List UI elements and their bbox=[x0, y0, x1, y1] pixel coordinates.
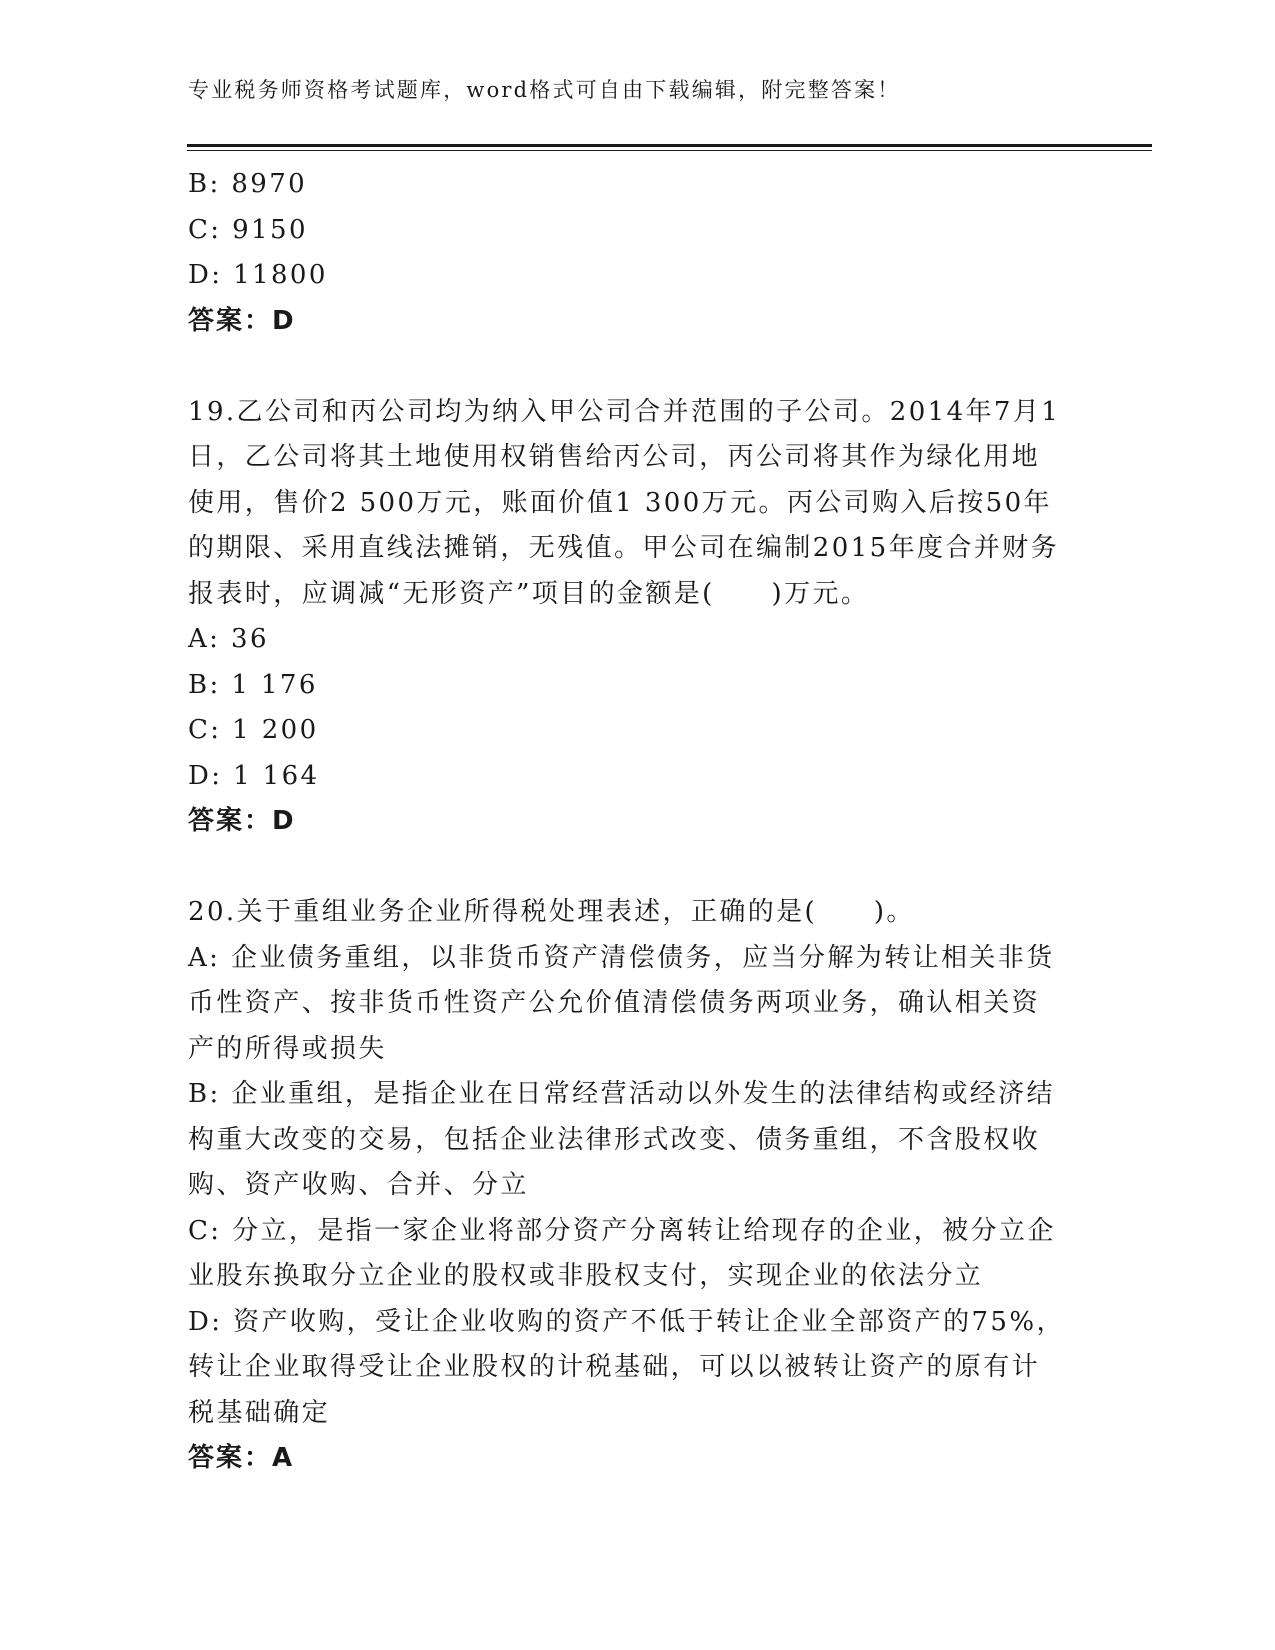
header-rule-thin bbox=[187, 150, 1152, 151]
option-c-line: C: 分立，是指一家企业将部分资产分离转让给现存的企业，被分立企 bbox=[188, 1215, 1056, 1246]
option-d: D: 1 164 bbox=[188, 760, 320, 791]
option-a: A: 36 bbox=[188, 624, 269, 654]
question-20 bbox=[188, 890, 1088, 1482]
option-b-line: 购、资产收购、合并、分立 bbox=[188, 1170, 529, 1200]
answer: 答案：A bbox=[188, 1443, 295, 1473]
option-a-line: 产的所得或损失 bbox=[188, 1033, 387, 1064]
page-header: 专业税务师资格考试题库，word格式可自由下载编辑，附完整答案！ bbox=[188, 78, 901, 102]
question-stem-line: 20.关于重组业务企业所得税处理表述，正确的是( )。 bbox=[188, 897, 915, 927]
option-c: C: 9150 bbox=[188, 214, 308, 245]
option-c-line: 业股东换取分立企业的股权或非股权支付，实现企业的依法分立 bbox=[188, 1261, 984, 1291]
option-b: B: 1 176 bbox=[188, 669, 318, 700]
option-b-line: 构重大改变的交易，包括企业法律形式改变、债务重组，不含股权收 bbox=[188, 1124, 1041, 1155]
answer: 答案：D bbox=[188, 806, 296, 836]
option-d: D: 11800 bbox=[188, 260, 328, 290]
spacer bbox=[188, 344, 1088, 390]
option-d-line: D: 资产收购，受让企业收购的资产不低于转让企业全部资产的75%， bbox=[188, 1306, 1065, 1337]
option-a-line: 币性资产、按非货币性资产公允价值清偿债务两项业务，确认相关资 bbox=[188, 988, 1041, 1018]
option-b-line: B: 企业重组，是指企业在日常经营活动以外发生的法律结构或经济结 bbox=[188, 1079, 1055, 1109]
option-d-line: 转让企业取得受让企业股权的计税基础，可以以被转让资产的原有计 bbox=[188, 1352, 1041, 1382]
question-stem-line: 使用，售价2 500万元，账面价值1 300万元。丙公司购入后按50年 bbox=[188, 487, 1052, 518]
option-a-line: A: 企业债务重组，以非货币资产清偿债务，应当分解为转让相关非货 bbox=[188, 942, 1055, 973]
question-19 bbox=[188, 390, 1088, 845]
question-stem-line: 的期限、采用直线法摊销，无残值。甲公司在编制2015年度合并财务 bbox=[188, 533, 1059, 563]
question-18-tail bbox=[188, 162, 1088, 344]
answer: 答案：D bbox=[188, 305, 296, 336]
question-stem-line: 日，乙公司将其土地使用权销售给丙公司，丙公司将其作为绿化用地 bbox=[188, 442, 1041, 472]
option-c: C: 1 200 bbox=[188, 715, 319, 745]
document-body bbox=[188, 162, 1088, 1482]
question-stem-line: 19.乙公司和丙公司均为纳入甲公司合并范围的子公司。2014年7月1 bbox=[188, 396, 1061, 427]
header-rule-thick bbox=[187, 144, 1152, 147]
spacer bbox=[188, 845, 1088, 891]
option-b: B: 8970 bbox=[188, 169, 308, 199]
option-d-line: 税基础确定 bbox=[188, 1397, 331, 1428]
question-stem-line: 报表时，应调减“无形资产”项目的金额是( )万元。 bbox=[188, 578, 870, 609]
